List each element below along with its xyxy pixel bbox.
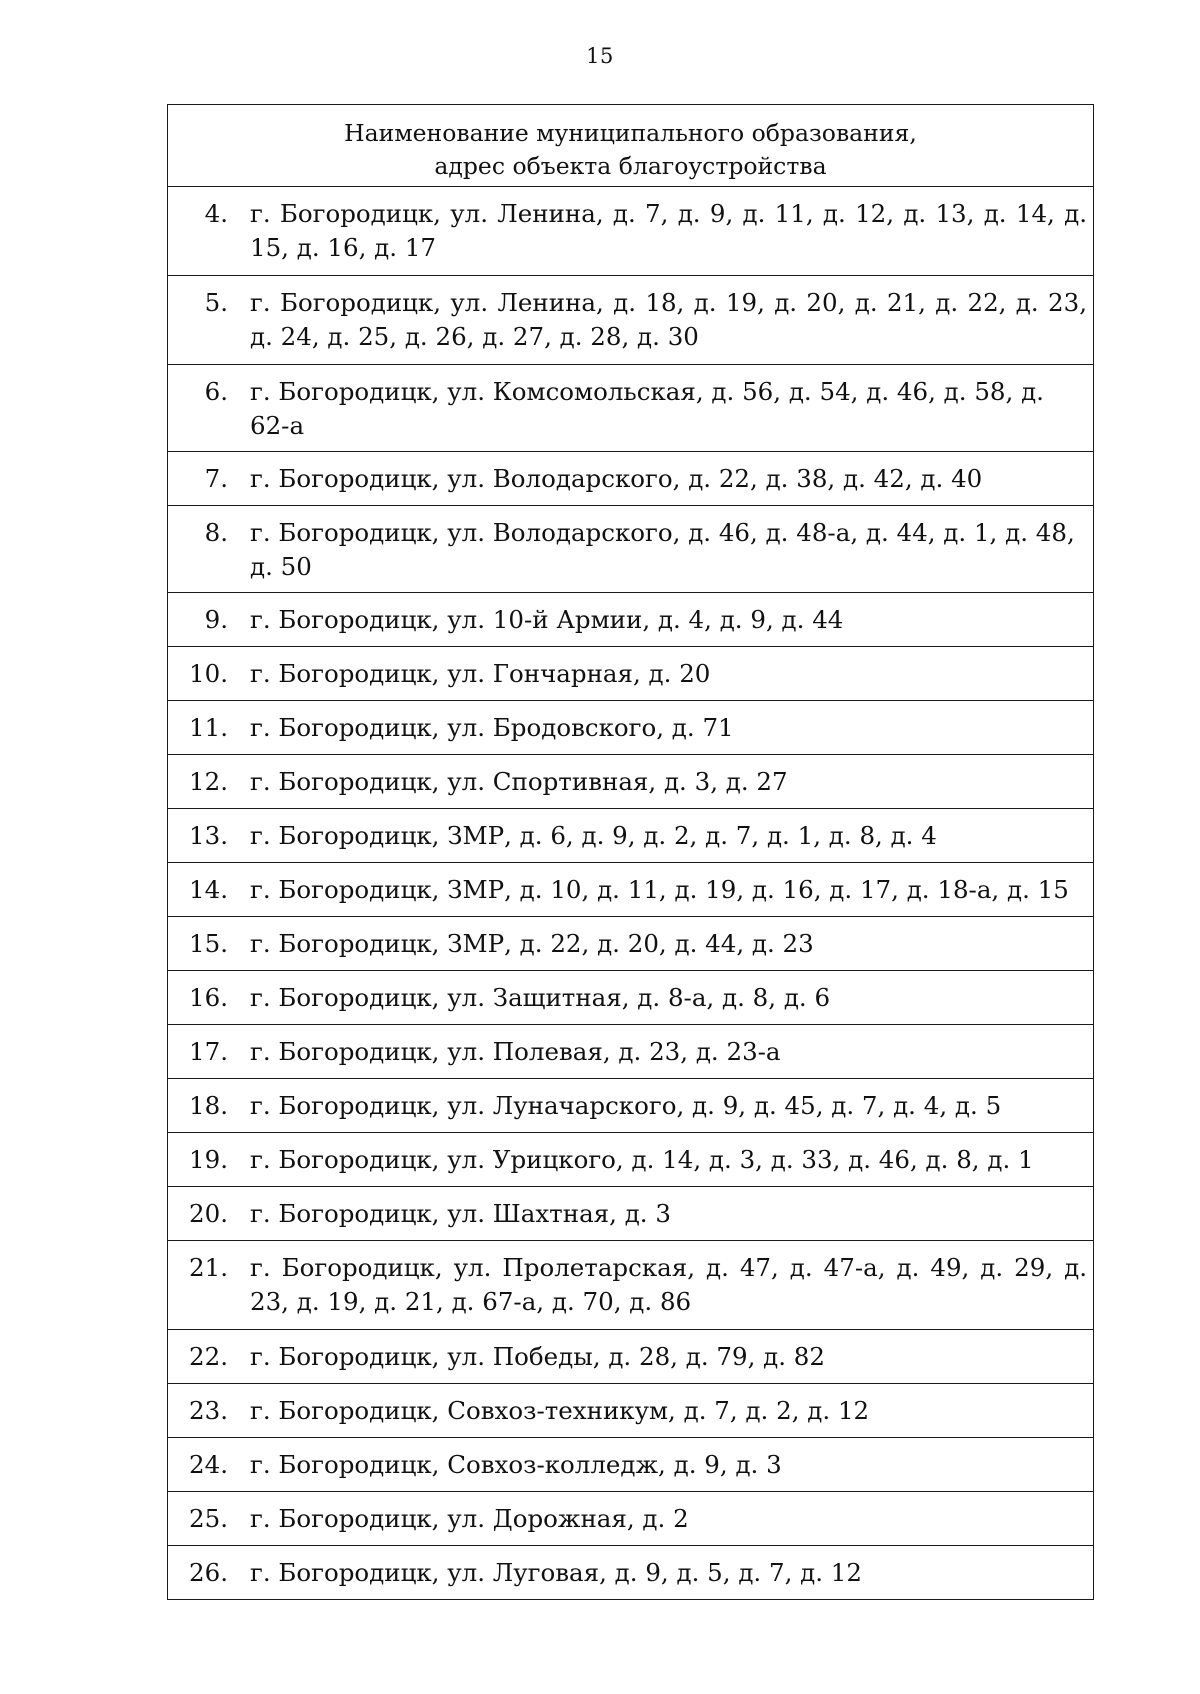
table-row bbox=[168, 1025, 1094, 1079]
table-row bbox=[168, 1492, 1094, 1546]
address-cell bbox=[168, 593, 1094, 647]
row-content bbox=[168, 711, 1087, 745]
table-row bbox=[168, 1187, 1094, 1241]
address-cell bbox=[168, 1330, 1094, 1384]
row-address: г. Богородицк, ул. Комсомольская, д. 56, д. 54, д. 46, д. 58, д. 62-а bbox=[250, 377, 1044, 440]
row-address: г. Богородицк, ул. Полевая, д. 23, д. 23-а bbox=[250, 1037, 781, 1066]
row-content bbox=[168, 516, 1087, 584]
row-address: г. Богородицк, ул. Победы, д. 28, д. 79, д. 82 bbox=[250, 1342, 825, 1371]
address-cell bbox=[168, 1384, 1094, 1438]
row-address: г. Богородицк, ул. Дорожная, д. 2 bbox=[250, 1504, 689, 1533]
address-cell bbox=[168, 276, 1094, 365]
row-content bbox=[168, 1340, 1087, 1374]
row-content bbox=[168, 1556, 1087, 1590]
row-address: г. Богородицк, ул. Ленина, д. 7, д. 9, д. 11, д. 12, д. 13, д. 14, д. 15, д. 16, д. 17 bbox=[250, 199, 1087, 262]
address-cell bbox=[168, 917, 1094, 971]
table-row bbox=[168, 1330, 1094, 1384]
row-address: г. Богородицк, Совхоз-колледж, д. 9, д. 3 bbox=[250, 1450, 782, 1479]
row-address: г. Богородицк, ул. Володарского, д. 46, д. 48-а, д. 44, д. 1, д. 48, д. 50 bbox=[250, 518, 1075, 581]
address-cell bbox=[168, 506, 1094, 593]
row-content bbox=[168, 197, 1087, 265]
row-content bbox=[168, 286, 1087, 354]
row-address: г. Богородицк, ул. Ленина, д. 18, д. 19, д. 20, д. 21, д. 22, д. 23, д. 24, д. 25, д. 26, д. 27, д. 28, д. 30 bbox=[250, 288, 1087, 351]
row-address: г. Богородицк, ул. Шахтная, д. 3 bbox=[250, 1199, 671, 1228]
address-cell bbox=[168, 187, 1094, 276]
address-cell bbox=[168, 1241, 1094, 1330]
address-cell bbox=[168, 809, 1094, 863]
row-number: 26. bbox=[189, 1558, 228, 1587]
row-address: г. Богородицк, ул. Пролетарская, д. 47, д. 47-а, д. 49, д. 29, д. 23, д. 19, д. 21, д. 67-а, д. 70, д. 86 bbox=[250, 1253, 1087, 1316]
row-address: г. Богородицк, ул. Гончарная, д. 20 bbox=[250, 659, 711, 688]
row-number: 5. bbox=[204, 288, 228, 317]
row-address: г. Богородицк, ЗМР, д. 10, д. 11, д. 19, д. 16, д. 17, д. 18-а, д. 15 bbox=[250, 875, 1069, 904]
table-row bbox=[168, 863, 1094, 917]
table-row bbox=[168, 701, 1094, 755]
address-cell bbox=[168, 1546, 1094, 1600]
row-content bbox=[168, 819, 1087, 853]
row-content bbox=[168, 1197, 1087, 1231]
address-cell bbox=[168, 755, 1094, 809]
table-row bbox=[168, 1546, 1094, 1600]
row-number: 16. bbox=[189, 983, 228, 1012]
row-address: г. Богородицк, ул. Защитная, д. 8-а, д. 8, д. 6 bbox=[250, 983, 831, 1012]
row-number: 17. bbox=[189, 1037, 228, 1066]
address-cell bbox=[168, 452, 1094, 506]
address-cell bbox=[168, 863, 1094, 917]
row-content bbox=[168, 1394, 1087, 1428]
row-address: г. Богородицк, ул. 10-й Армии, д. 4, д. 9, д. 44 bbox=[250, 605, 844, 634]
row-content bbox=[168, 462, 1087, 496]
table-header-row bbox=[168, 105, 1094, 187]
row-number: 6. bbox=[204, 377, 228, 406]
row-number: 14. bbox=[189, 875, 228, 904]
table-row bbox=[168, 1438, 1094, 1492]
row-number: 8. bbox=[204, 518, 228, 547]
row-number: 11. bbox=[189, 713, 228, 742]
row-number: 7. bbox=[204, 464, 228, 493]
table-row bbox=[168, 276, 1094, 365]
row-number: 18. bbox=[189, 1091, 228, 1120]
table-row bbox=[168, 647, 1094, 701]
row-number: 9. bbox=[204, 605, 228, 634]
table-row bbox=[168, 1384, 1094, 1438]
row-address: г. Богородицк, ЗМР, д. 22, д. 20, д. 44, д. 23 bbox=[250, 929, 814, 958]
table-row bbox=[168, 755, 1094, 809]
row-content bbox=[168, 603, 1087, 637]
address-cell bbox=[168, 971, 1094, 1025]
address-cell bbox=[168, 1187, 1094, 1241]
table-row bbox=[168, 917, 1094, 971]
row-number: 12. bbox=[189, 767, 228, 796]
row-number: 19. bbox=[189, 1145, 228, 1174]
row-number: 23. bbox=[189, 1396, 228, 1425]
row-number: 21. bbox=[189, 1253, 228, 1282]
table-row bbox=[168, 365, 1094, 452]
row-address: г. Богородицк, ЗМР, д. 6, д. 9, д. 2, д. 7, д. 1, д. 8, д. 4 bbox=[250, 821, 937, 850]
address-cell bbox=[168, 1079, 1094, 1133]
row-address: г. Богородицк, Совхоз-техникум, д. 7, д. 2, д. 12 bbox=[250, 1396, 870, 1425]
table-row bbox=[168, 1079, 1094, 1133]
row-number: 20. bbox=[189, 1199, 228, 1228]
address-cell bbox=[168, 1492, 1094, 1546]
row-address: г. Богородицк, ул. Володарского, д. 22, д. 38, д. 42, д. 40 bbox=[250, 464, 983, 493]
row-number: 22. bbox=[189, 1342, 228, 1371]
table-row bbox=[168, 593, 1094, 647]
header-line-1: Наименование муниципального образования, bbox=[344, 119, 917, 147]
row-content bbox=[168, 927, 1087, 961]
page-number: 15 bbox=[586, 44, 614, 68]
address-table bbox=[167, 104, 1094, 1600]
row-address: г. Богородицк, ул. Луначарского, д. 9, д. 45, д. 7, д. 4, д. 5 bbox=[250, 1091, 1002, 1120]
row-content bbox=[168, 375, 1087, 443]
table-row bbox=[168, 809, 1094, 863]
table-row bbox=[168, 452, 1094, 506]
address-cell bbox=[168, 701, 1094, 755]
row-number: 4. bbox=[204, 199, 228, 228]
row-number: 13. bbox=[189, 821, 228, 850]
table-row bbox=[168, 971, 1094, 1025]
row-address: г. Богородицк, ул. Бродовского, д. 71 bbox=[250, 713, 734, 742]
row-number: 10. bbox=[189, 659, 228, 688]
row-address: г. Богородицк, ул. Урицкого, д. 14, д. 3, д. 33, д. 46, д. 8, д. 1 bbox=[250, 1145, 1034, 1174]
table-row bbox=[168, 187, 1094, 276]
row-number: 15. bbox=[189, 929, 228, 958]
header-line-2: адрес объекта благоустройства bbox=[434, 152, 827, 180]
row-content bbox=[168, 1143, 1087, 1177]
table-row bbox=[168, 1133, 1094, 1187]
address-cell bbox=[168, 647, 1094, 701]
row-content bbox=[168, 657, 1087, 691]
row-content bbox=[168, 981, 1087, 1015]
row-address: г. Богородицк, ул. Спортивная, д. 3, д. 27 bbox=[250, 767, 788, 796]
table-row bbox=[168, 506, 1094, 593]
table-body bbox=[168, 187, 1094, 1600]
address-cell bbox=[168, 1133, 1094, 1187]
address-cell bbox=[168, 1438, 1094, 1492]
row-content bbox=[168, 1251, 1087, 1319]
row-number: 24. bbox=[189, 1450, 228, 1479]
row-address: г. Богородицк, ул. Луговая, д. 9, д. 5, д. 7, д. 12 bbox=[250, 1558, 862, 1587]
row-content bbox=[168, 1448, 1087, 1482]
row-content bbox=[168, 1089, 1087, 1123]
table-row bbox=[168, 1241, 1094, 1330]
row-content bbox=[168, 1035, 1087, 1069]
address-cell bbox=[168, 1025, 1094, 1079]
row-number: 25. bbox=[189, 1504, 228, 1533]
table-header bbox=[168, 105, 1094, 187]
row-content bbox=[168, 1502, 1087, 1536]
address-cell bbox=[168, 365, 1094, 452]
row-content bbox=[168, 765, 1087, 799]
row-content bbox=[168, 873, 1087, 907]
